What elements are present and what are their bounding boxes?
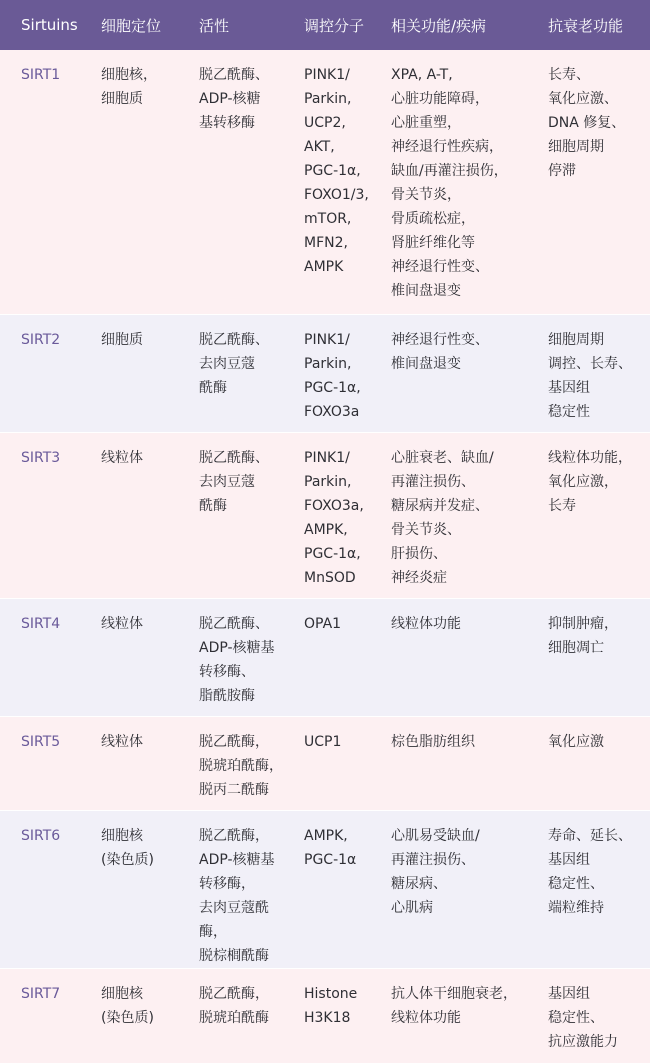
activity-cell: 脱乙酰酶， 脱琥珀酰酶 (189, 968, 294, 1063)
anti-aging-cell: 基因组 稳定性、 抗应激能力 (538, 968, 650, 1063)
regulators-cell: UCP1 (294, 716, 381, 810)
location-cell: 线粒体 (91, 598, 189, 716)
header-diseases: 相关功能/疾病 (391, 16, 487, 35)
table-row-sirt3 (0, 432, 650, 598)
regulators-cell: AMPK, PGC-1α (294, 810, 381, 968)
sirtuin-name: SIRT1 (0, 50, 91, 314)
table-row-sirt7 (0, 968, 650, 1063)
regulators-cell: PINK1/ Parkin, FOXO3a, AMPK, PGC-1α, MnSOD (294, 432, 381, 598)
anti-aging-cell: 抑制肿瘤， 细胞凋亡 (538, 598, 650, 716)
header-row (0, 0, 650, 50)
anti-aging-cell: 长寿、 氧化应激、 DNA 修复、 细胞周期 停滞 (538, 50, 650, 314)
diseases-cell: 棕色脂肪组织 (381, 716, 538, 810)
activity-cell: 脱乙酰酶， 脱琥珀酰酶， 脱丙二酰酶 (189, 716, 294, 810)
anti-aging-cell: 寿命、延长、 基因组 稳定性、 端粒维持 (538, 810, 650, 968)
diseases-cell: 线粒体功能 (381, 598, 538, 716)
sirtuin-name: SIRT7 (0, 968, 91, 1063)
anti-aging-cell: 线粒体功能， 氧化应激， 长寿 (538, 432, 650, 598)
table-row-sirt5 (0, 716, 650, 810)
diseases-cell: 神经退行性变、 椎间盘退变 (381, 314, 538, 432)
diseases-cell: 心肌易受缺血/ 再灌注损伤、 糖尿病、 心肌病 (381, 810, 538, 968)
sirtuin-name: SIRT2 (0, 314, 91, 432)
regulators-cell: Histone H3K18 (294, 968, 381, 1063)
table-row-sirt4 (0, 598, 650, 716)
header-anti-aging: 抗衰老功能 (548, 16, 624, 35)
diseases-cell: XPA, A-T, 心脏功能障碍， 心脏重塑， 神经退行性疾病， 缺血/再灌注损伤， 骨关节炎， 骨质疏松症， 肾脏纤维化等 神经退行性变、 椎间盘退变 (381, 50, 538, 314)
table-row-sirt1 (0, 50, 650, 314)
activity-cell: 脱乙酰酶、 ADP-核糖 基转移酶 (189, 50, 294, 314)
anti-aging-cell: 细胞周期 调控、长寿、 基因组 稳定性 (538, 314, 650, 432)
regulators-cell: PINK1/ Parkin, UCP2, AKT, PGC-1α, FOXO1/3, mTOR, MFN2, AMPK (294, 50, 381, 314)
table-header (0, 0, 650, 50)
header-activity: 活性 (199, 16, 230, 35)
activity-cell: 脱乙酰酶、 去肉豆蔻 酰酶 (189, 314, 294, 432)
table-body (0, 50, 650, 1063)
sirtuin-name: SIRT5 (0, 716, 91, 810)
activity-cell: 脱乙酰酶， ADP-核糖基 转移酶， 去肉豆蔻酰酶， 脱棕榈酰酶 (189, 810, 294, 968)
location-cell: 线粒体 (91, 716, 189, 810)
location-cell: 细胞核 (染色质) (91, 968, 189, 1063)
activity-cell: 脱乙酰酶、 ADP-核糖基 转移酶、 脂酰胺酶 (189, 598, 294, 716)
location-cell: 细胞核 (染色质) (91, 810, 189, 968)
regulators-cell: OPA1 (294, 598, 381, 716)
table-row-sirt6 (0, 810, 650, 968)
header-sirtuins: Sirtuins (21, 16, 78, 34)
diseases-cell: 心脏衰老、缺血/ 再灌注损伤、 糖尿病并发症、 骨关节炎、 肝损伤、 神经炎症 (381, 432, 538, 598)
sirtuin-name: SIRT3 (0, 432, 91, 598)
sirtuin-name: SIRT6 (0, 810, 91, 968)
anti-aging-cell: 氧化应激 (538, 716, 650, 810)
regulators-cell: PINK1/ Parkin, PGC-1α, FOXO3a (294, 314, 381, 432)
location-cell: 细胞质 (91, 314, 189, 432)
header-regulators: 调控分子 (304, 16, 365, 35)
sirtuin-name: SIRT4 (0, 598, 91, 716)
location-cell: 线粒体 (91, 432, 189, 598)
activity-cell: 脱乙酰酶、 去肉豆蔻 酰酶 (189, 432, 294, 598)
location-cell: 细胞核， 细胞质 (91, 50, 189, 314)
table-row-sirt2 (0, 314, 650, 432)
header-location: 细胞定位 (101, 16, 162, 35)
diseases-cell: 抗人体干细胞衰老， 线粒体功能 (381, 968, 538, 1063)
